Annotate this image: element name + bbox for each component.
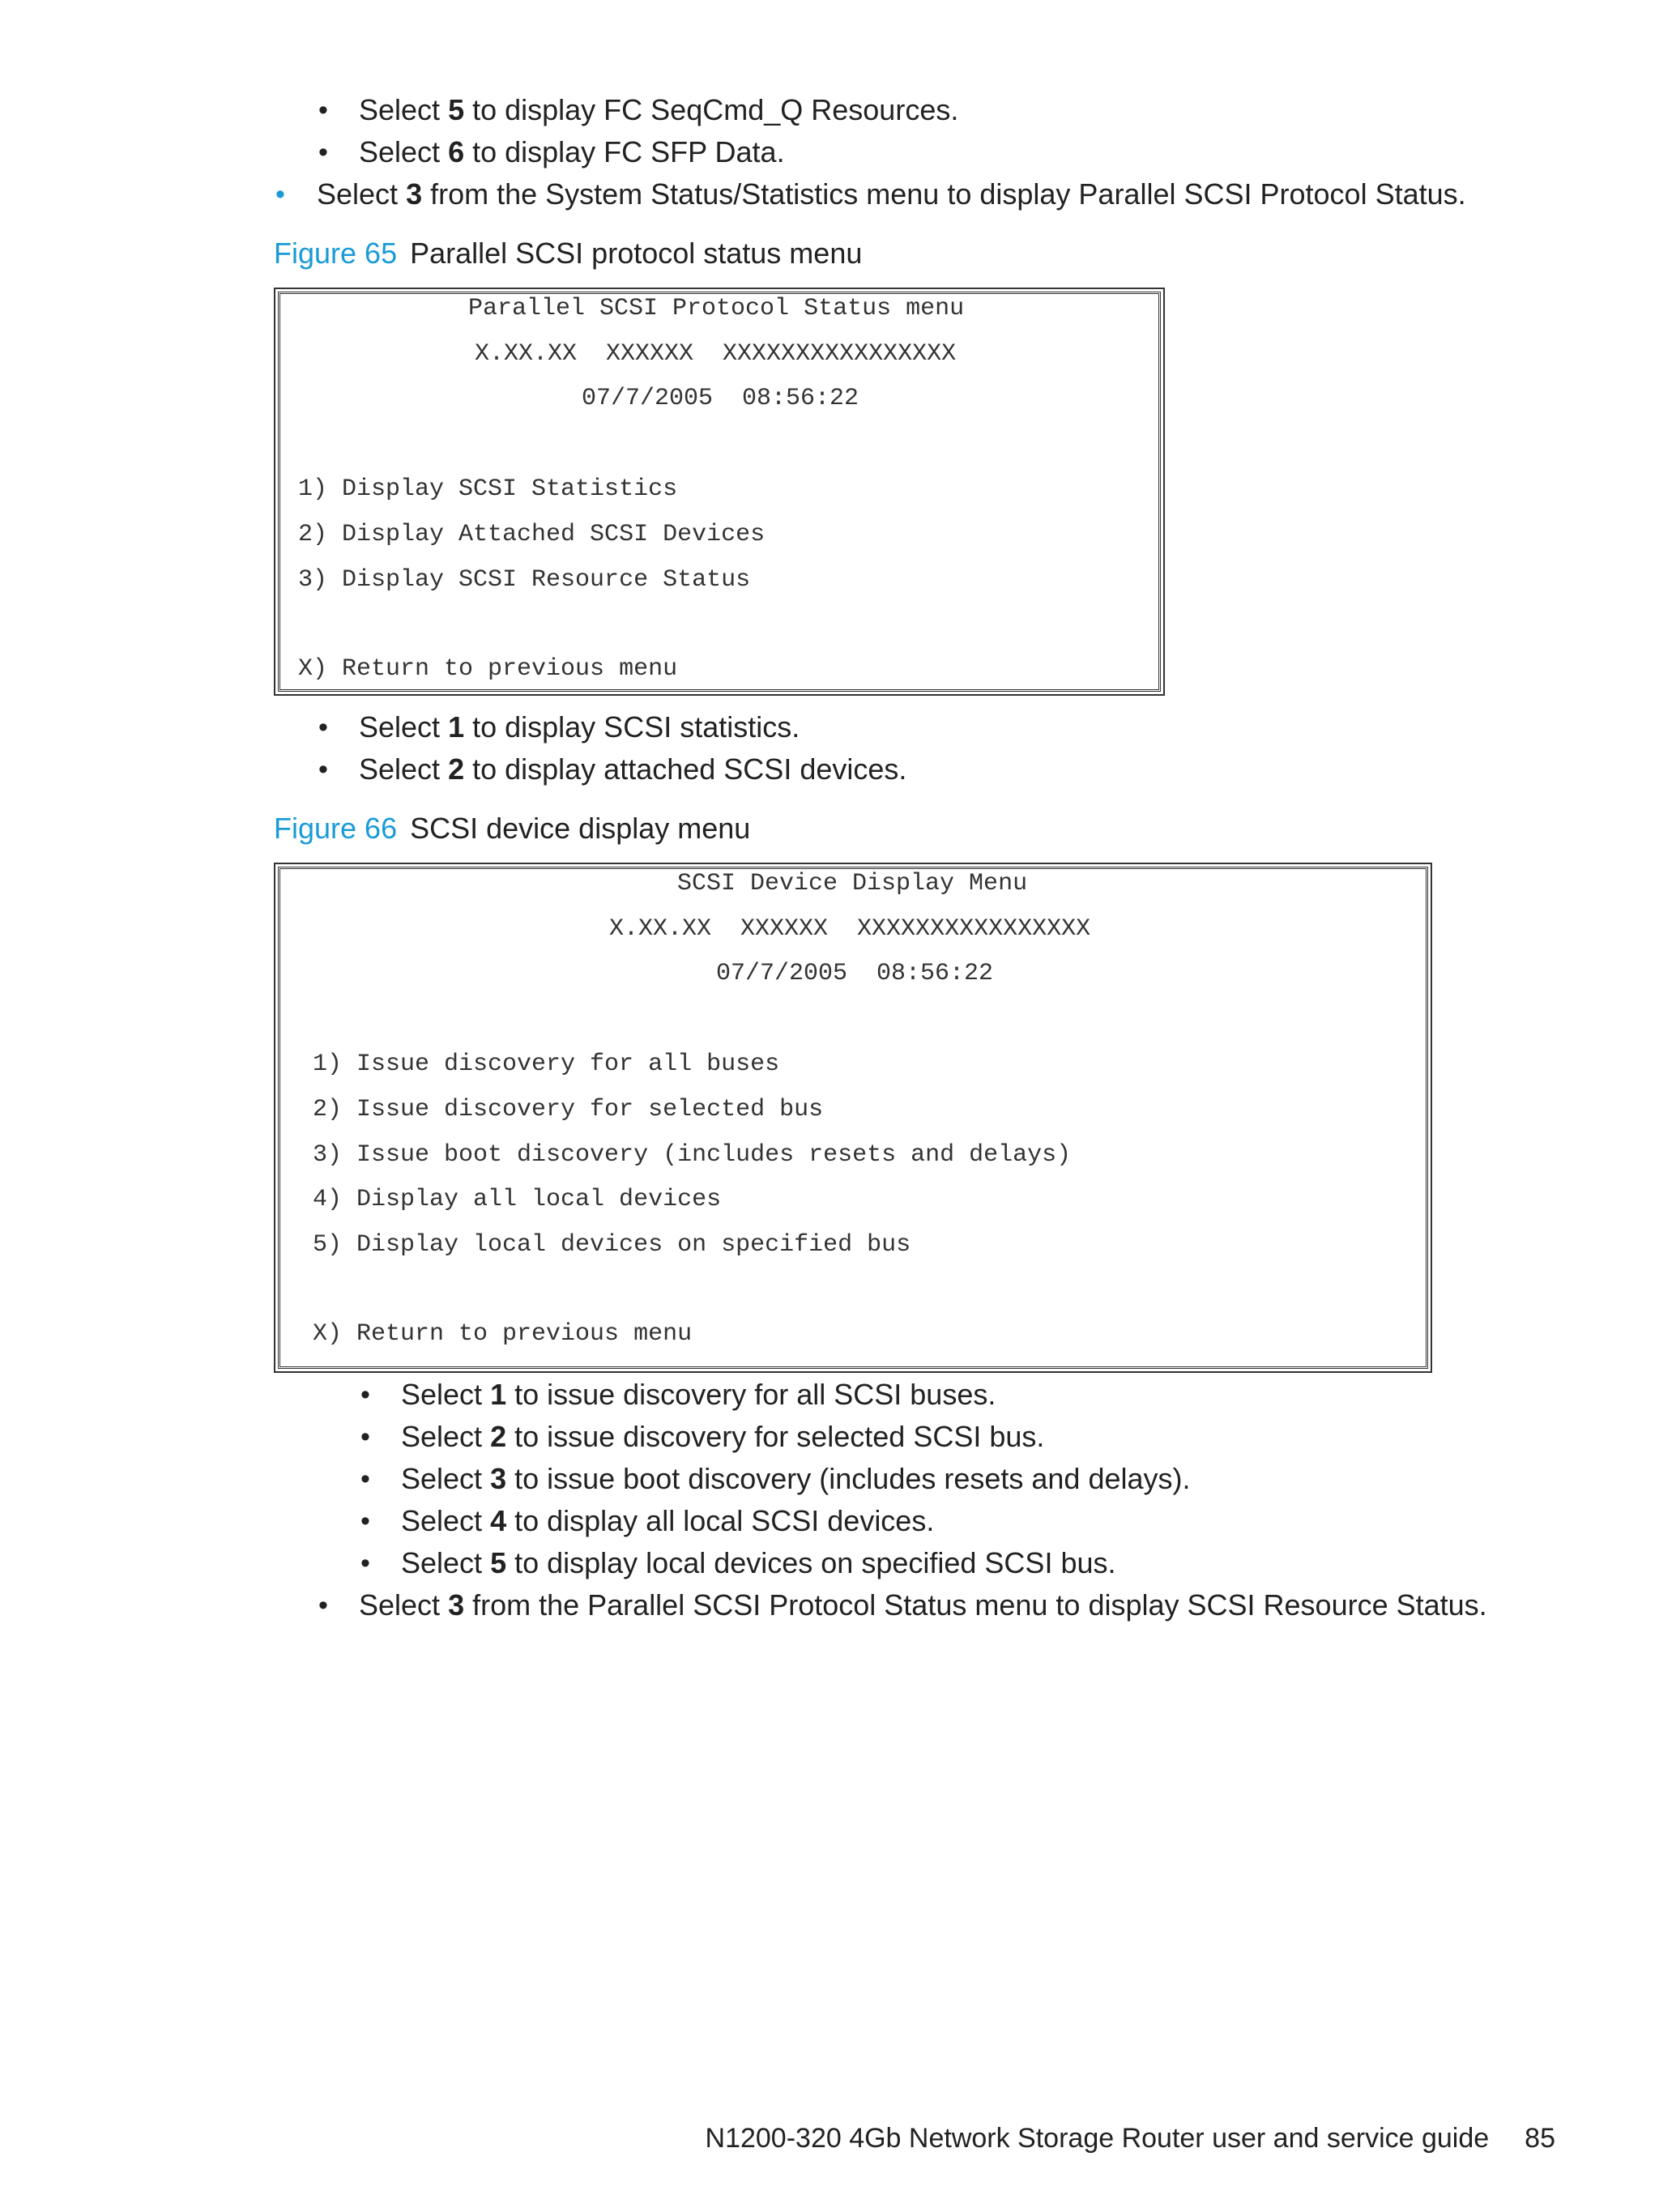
bullet-key: 6 xyxy=(448,135,465,168)
menu-option: 3) Issue boot discovery (includes resets and delays) xyxy=(313,1141,1072,1169)
bullet-text: to display FC SFP Data. xyxy=(464,135,785,168)
figure-caption-text: Parallel SCSI protocol status menu xyxy=(410,237,863,270)
bullet-key: 3 xyxy=(448,1588,465,1622)
menu-option: 4) Display all local devices xyxy=(313,1186,722,1213)
datetime-line: 07/7/2005 08:56:22 xyxy=(716,960,994,987)
page-footer xyxy=(706,2120,1555,2156)
bullet-item xyxy=(317,177,1466,212)
bullet-text: to issue discovery for all SCSI buses. xyxy=(506,1378,996,1411)
menu-option: 5) Display local devices on specified bus xyxy=(313,1231,911,1259)
bullet-marker: • xyxy=(275,179,285,210)
bullet-marker: • xyxy=(360,1464,370,1494)
bullet-text: Select xyxy=(401,1378,491,1411)
datetime-line: 07/7/2005 08:56:22 xyxy=(582,385,859,412)
bullet-item xyxy=(359,92,958,128)
menu-title: SCSI Device Display Menu xyxy=(677,870,1028,897)
bullet-text: Select xyxy=(359,93,449,126)
bullet-marker: • xyxy=(360,1421,370,1452)
menu-option: 2) Issue discovery for selected bus xyxy=(313,1096,824,1123)
bullet-marker: • xyxy=(318,712,328,743)
bullet-text: Select xyxy=(317,177,407,211)
bullet-marker: • xyxy=(318,137,328,168)
bullet-key: 5 xyxy=(448,93,465,126)
bullet-text: from the Parallel SCSI Protocol Status menu to display SCSI Resource Status. xyxy=(464,1588,1487,1622)
figure-caption xyxy=(274,811,750,846)
bullet-text: to display all local SCSI devices. xyxy=(506,1504,935,1537)
bullet-key: 2 xyxy=(490,1420,507,1453)
menu-return-option: X) Return to previous menu xyxy=(313,1320,693,1348)
bullet-text: from the System Status/Statistics menu to display Parallel SCSI Protocol Status. xyxy=(422,177,1466,211)
menu-title: Parallel SCSI Protocol Status menu xyxy=(468,295,965,322)
bullet-marker: • xyxy=(360,1506,370,1536)
version-line: X.XX.XX XXXXXX XXXXXXXXXXXXXXXX xyxy=(609,915,1091,943)
bullet-key: 1 xyxy=(490,1378,507,1411)
figure-label: Figure 66 xyxy=(274,812,398,845)
bullet-text: to display SCSI statistics. xyxy=(464,710,800,744)
figure-caption-text: SCSI device display menu xyxy=(410,812,751,845)
bullet-marker: • xyxy=(318,1590,328,1621)
footer-title: N1200-320 4Gb Network Storage Router user and service guide xyxy=(705,2123,1490,2154)
bullet-text: Select xyxy=(401,1462,491,1495)
figure-caption xyxy=(274,236,862,271)
bullet-text: Select xyxy=(359,135,449,168)
terminal-screen xyxy=(278,292,1161,692)
bullet-text: Select xyxy=(359,710,449,744)
bullet-key: 3 xyxy=(490,1462,507,1495)
bullet-marker: • xyxy=(318,95,328,126)
bullet-key: 4 xyxy=(490,1504,507,1537)
bullet-marker: • xyxy=(360,1548,370,1579)
bullet-key: 5 xyxy=(490,1546,507,1579)
menu-option: 3) Display SCSI Resource Status xyxy=(298,566,751,594)
menu-option: 2) Display Attached SCSI Devices xyxy=(298,521,766,548)
bullet-text: to issue boot discovery (includes resets and delays). xyxy=(506,1462,1191,1495)
version-line: X.XX.XX XXXXXX XXXXXXXXXXXXXXXX xyxy=(475,340,957,368)
bullet-item xyxy=(359,752,906,787)
bullet-item xyxy=(401,1419,1044,1455)
bullet-text: to display FC SeqCmd_Q Resources. xyxy=(464,93,959,126)
bullet-text: Select xyxy=(401,1504,491,1537)
bullet-key: 3 xyxy=(406,177,423,211)
bullet-item xyxy=(359,134,785,170)
bullet-item xyxy=(359,710,800,745)
bullet-text: to display attached SCSI devices. xyxy=(464,752,907,786)
bullet-marker: • xyxy=(360,1379,370,1410)
bullet-text: to display local devices on specified SCSI bus. xyxy=(506,1546,1116,1579)
figure-label: Figure 65 xyxy=(274,237,398,270)
bullet-text: Select xyxy=(401,1420,491,1453)
page-number: 85 xyxy=(1525,2123,1555,2154)
bullet-item xyxy=(401,1545,1116,1581)
bullet-item xyxy=(401,1461,1191,1497)
bullet-text: Select xyxy=(359,1588,449,1622)
menu-option: 1) Issue discovery for all buses xyxy=(313,1051,780,1078)
bullet-item xyxy=(359,1588,1487,1623)
bullet-key: 2 xyxy=(448,752,465,786)
bullet-item xyxy=(401,1503,934,1539)
bullet-text: Select xyxy=(359,752,449,786)
menu-option: 1) Display SCSI Statistics xyxy=(298,475,678,503)
bullet-text: to issue discovery for selected SCSI bus. xyxy=(506,1420,1045,1453)
terminal-screen xyxy=(278,867,1428,1369)
bullet-marker: • xyxy=(318,754,328,785)
bullet-text: Select xyxy=(401,1546,491,1579)
bullet-item xyxy=(401,1377,996,1413)
menu-return-option: X) Return to previous menu xyxy=(298,655,678,683)
bullet-key: 1 xyxy=(448,710,465,744)
